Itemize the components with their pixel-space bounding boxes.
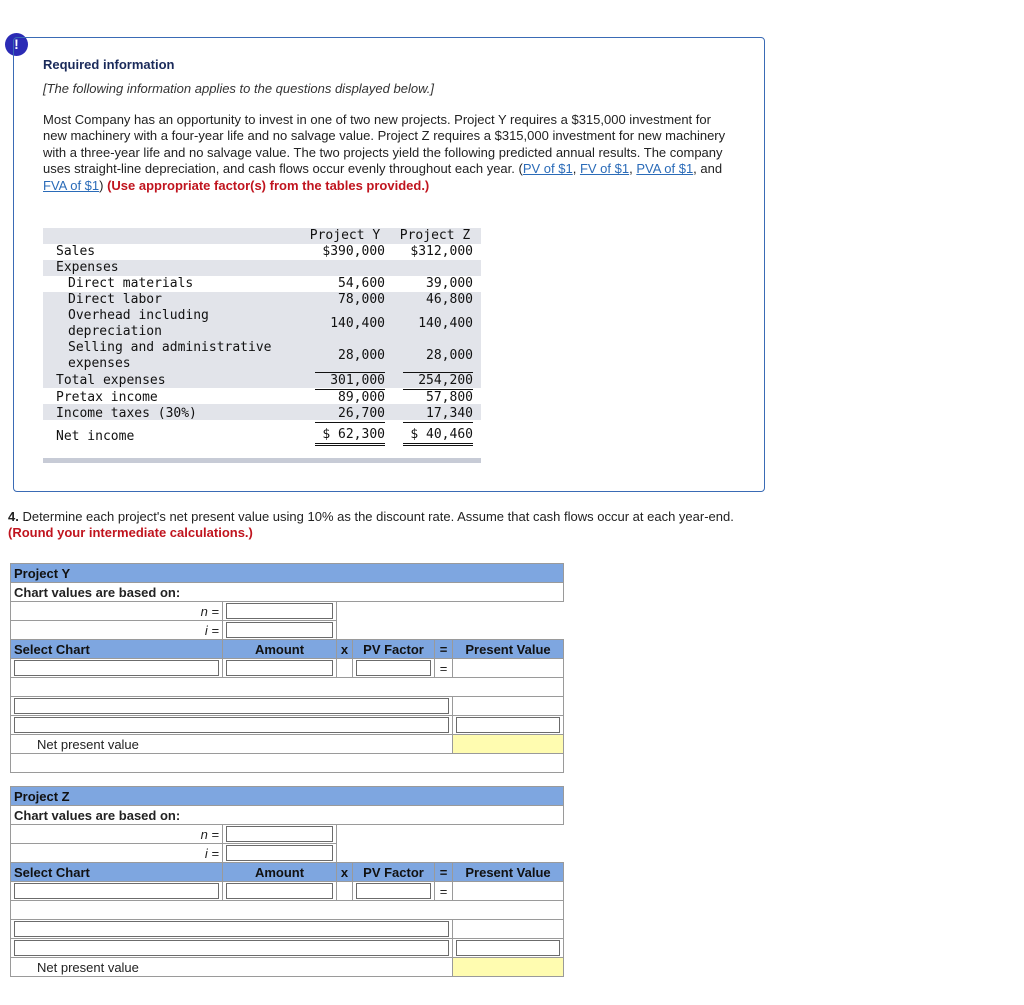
select-chart-header: Select Chart bbox=[11, 863, 223, 882]
equals-symbol: = bbox=[435, 659, 453, 678]
row-label: Pretax income bbox=[56, 390, 158, 405]
pva-of-1-link[interactable]: PVA of $1 bbox=[636, 161, 694, 177]
entry-row-input[interactable] bbox=[11, 697, 453, 716]
present-value-header: Present Value bbox=[453, 640, 564, 659]
npv-input[interactable] bbox=[453, 735, 564, 754]
value-y: 26,700 bbox=[315, 406, 385, 423]
amount-input[interactable] bbox=[223, 882, 337, 901]
row-label: Direct materials bbox=[68, 276, 194, 291]
project-y-worksheet bbox=[10, 563, 564, 773]
value-z: 57,800 bbox=[426, 390, 473, 405]
row-label-cont: depreciation bbox=[68, 324, 162, 339]
value-z: 140,400 bbox=[418, 316, 473, 331]
value-z: 46,800 bbox=[426, 292, 473, 307]
value-y: $390,000 bbox=[322, 244, 385, 259]
amount-header: Amount bbox=[223, 640, 337, 659]
amount-header: Amount bbox=[223, 863, 337, 882]
row-label: Income taxes (30%) bbox=[56, 406, 197, 421]
col-project-y: Project Y bbox=[309, 228, 381, 243]
required-info-title: Required information bbox=[43, 57, 175, 72]
i-input[interactable] bbox=[223, 621, 337, 640]
alert-icon: ! bbox=[5, 33, 28, 56]
n-label: n = bbox=[11, 825, 223, 844]
entry-row-input[interactable] bbox=[11, 920, 453, 939]
value-y: $ 62,300 bbox=[315, 427, 385, 446]
project-y-title: Project Y bbox=[11, 564, 564, 583]
npv-input[interactable] bbox=[453, 958, 564, 977]
times-symbol: x bbox=[337, 640, 353, 659]
pv-factor-header: PV Factor bbox=[353, 863, 435, 882]
value-z: $ 40,460 bbox=[403, 427, 473, 446]
npv-label: Net present value bbox=[11, 735, 453, 754]
row-label: Sales bbox=[56, 244, 96, 259]
amount-input[interactable] bbox=[223, 659, 337, 678]
row-label: Net income bbox=[56, 429, 135, 444]
value-z: 17,340 bbox=[403, 406, 473, 423]
i-label: i = bbox=[11, 621, 223, 640]
chart-based-on-label: Chart values are based on: bbox=[11, 583, 564, 602]
row-label: Total expenses bbox=[56, 373, 166, 388]
fva-of-1-link[interactable]: FVA of $1 bbox=[43, 177, 100, 193]
times-symbol: x bbox=[337, 863, 353, 882]
select-chart-dropdown[interactable] bbox=[11, 882, 223, 901]
select-chart-dropdown[interactable] bbox=[11, 659, 223, 678]
project-z-worksheet bbox=[10, 786, 564, 977]
pv-factor-input[interactable] bbox=[353, 659, 435, 678]
value-z: 39,000 bbox=[426, 276, 473, 291]
question-4: 4. Determine each project's net present value using 10% as the discount rate. Assume that cash flows occur at each year-end. (Round your intermediate calculations.) bbox=[8, 509, 734, 541]
applies-note: [The following information applies to the questions displayed below.] bbox=[43, 81, 434, 96]
i-input[interactable] bbox=[223, 844, 337, 863]
fv-of-1-link[interactable]: FV of $1 bbox=[579, 161, 630, 177]
value-y: 140,400 bbox=[330, 316, 385, 331]
value-y: 301,000 bbox=[315, 372, 385, 390]
pv-of-1-link[interactable]: PV of $1 bbox=[522, 161, 573, 177]
value-y: 89,000 bbox=[338, 390, 385, 405]
present-value-header: Present Value bbox=[453, 863, 564, 882]
entry-row-input[interactable] bbox=[11, 939, 453, 958]
col-project-z: Project Z bbox=[399, 228, 471, 243]
problem-text: Most Company has an opportunity to invest in one of two new projects. Project Y requires a $315,000 investment for new machinery with a four-year life and no salvage value. Project Z requires a $315,000 investment for new machinery with a three-year life and no salvage value. The two projects yield the following predicted annual results. The company uses straight-line depreciation, and cash flows occur evenly throughout each year. (PV of $1, FV of $1, PVA of $1, and FVA of $1) (Use appropriate factor(s) from the tables provided.) bbox=[43, 112, 726, 193]
equals-symbol: = bbox=[435, 640, 453, 659]
n-input[interactable] bbox=[223, 825, 337, 844]
value-z: 28,000 bbox=[426, 348, 473, 363]
row-label: Overhead including bbox=[68, 308, 209, 323]
pv-factor-input[interactable] bbox=[353, 882, 435, 901]
row-label: Expenses bbox=[56, 260, 119, 275]
equals-symbol: = bbox=[435, 882, 453, 901]
equals-symbol: = bbox=[435, 863, 453, 882]
n-input[interactable] bbox=[223, 602, 337, 621]
value-y: 54,600 bbox=[338, 276, 385, 291]
npv-label: Net present value bbox=[11, 958, 453, 977]
n-label: n = bbox=[11, 602, 223, 621]
value-z: 254,200 bbox=[403, 372, 473, 390]
entry-row-input[interactable] bbox=[11, 716, 453, 735]
present-value-input[interactable] bbox=[453, 716, 564, 735]
value-y: 78,000 bbox=[338, 292, 385, 307]
row-label: Selling and administrative bbox=[68, 340, 272, 355]
value-y: 28,000 bbox=[338, 348, 385, 363]
value-z: $312,000 bbox=[410, 244, 473, 259]
row-label: Direct labor bbox=[68, 292, 162, 307]
pv-factor-header: PV Factor bbox=[353, 640, 435, 659]
select-chart-header: Select Chart bbox=[11, 640, 223, 659]
i-label: i = bbox=[11, 844, 223, 863]
present-value-input[interactable] bbox=[453, 939, 564, 958]
chart-based-on-label: Chart values are based on: bbox=[11, 806, 564, 825]
row-label-cont: expenses bbox=[68, 356, 131, 371]
project-z-title: Project Z bbox=[11, 787, 564, 806]
